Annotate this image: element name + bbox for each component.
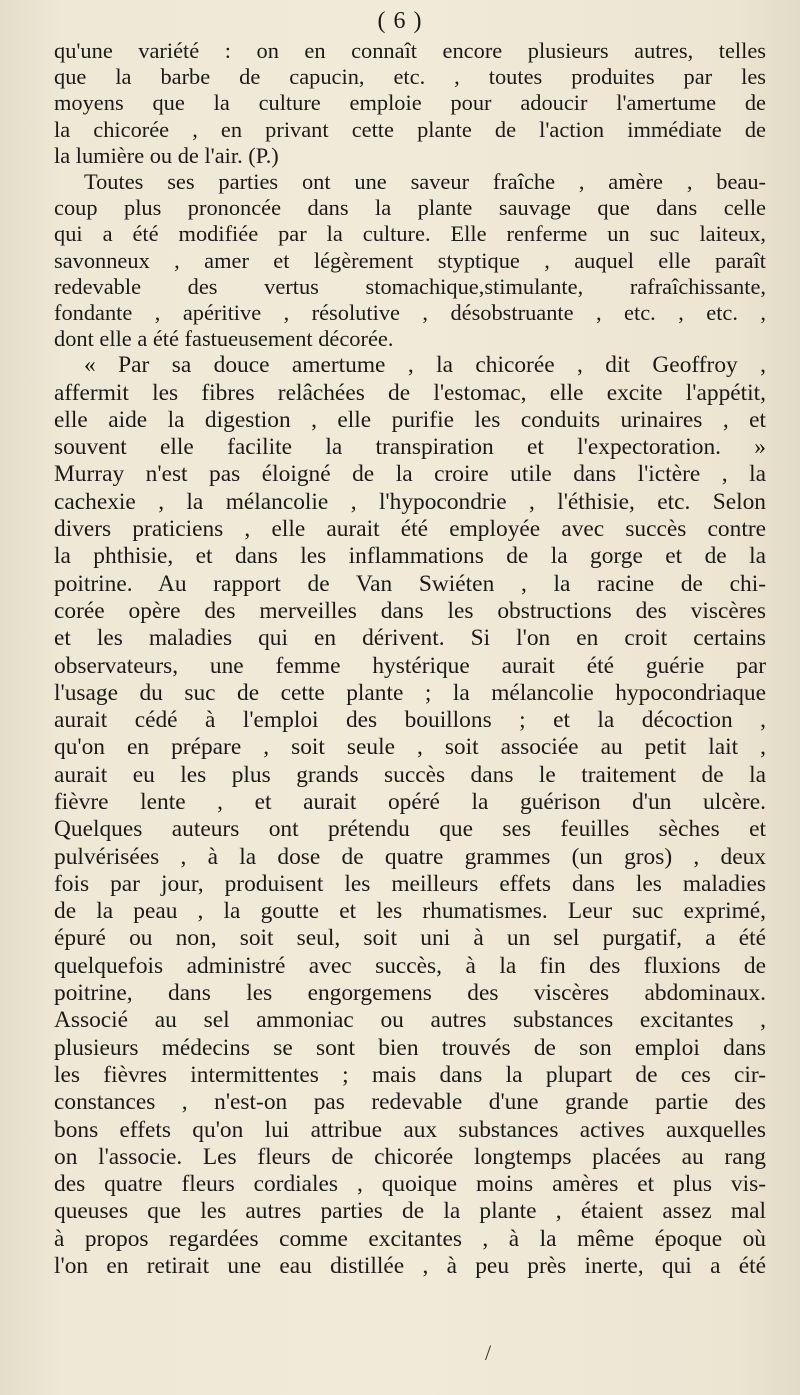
text-line: Toutes ses parties ont une saveur fraîche , amère , beau- [84, 168, 766, 194]
text-line: fièvre lente , et aurait opéré la guérison d'un ulcère. [54, 789, 766, 815]
text-line: coup plus prononcée dans la plante sauvage que dans celle [54, 195, 766, 221]
text-line: Murray n'est pas éloigné de la croire utile dans l'ictère , la [54, 461, 766, 488]
text-line: la chicorée , en privant cette plante de l'action immédiate de [54, 116, 766, 142]
text-line: divers praticiens , elle aurait été employée avec succès contre [54, 516, 766, 543]
text-line: fondante , apéritive , résolutive , désobstruante , etc. , etc. , [54, 299, 766, 325]
text-line: et les maladies qui en dérivent. Si l'on en croit certains [54, 625, 766, 652]
text-line: savonneux , amer et légèrement styptique , auquel elle paraît [54, 247, 766, 273]
text-line: observateurs, une femme hystérique aurait été guérie par [54, 652, 766, 679]
text-line: épuré ou non, soit seul, soit uni à un sel purgatif, a été [54, 925, 766, 952]
text-line: à propos regardées comme excitantes , à la même époque où [54, 1225, 766, 1252]
text-line: moyens que la culture emploie pour adoucir l'amertume de [54, 90, 766, 116]
text-line: que la barbe de capucin, etc. , toutes produites par les [54, 64, 766, 90]
text-line: constances , n'est-on pas redevable d'une grande partie des [54, 1089, 766, 1116]
text-line: queuses que les autres parties de la plante , étaient assez mal [54, 1198, 766, 1225]
text-line: la lumière ou de l'air. (P.) [54, 142, 279, 168]
text-line: on l'associe. Les fleurs de chicorée longtemps placées au rang [54, 1143, 766, 1170]
footer-mark: / [485, 1340, 492, 1365]
body-text [54, 38, 766, 1280]
text-line: poitrine, dans les engorgemens des viscères abdominaux. [54, 980, 766, 1007]
text-line: affermit les fibres relâchées de l'estomac, elle excite l'appétit, [54, 379, 766, 406]
text-line: qu'on en prépare , soit seule , soit associée au petit lait , [54, 734, 766, 761]
text-line: Associé au sel ammoniac ou autres substances excitantes , [54, 1007, 766, 1034]
text-line: corée opère des merveilles dans les obstructions des viscères [54, 597, 766, 624]
text-line: plusieurs médecins se sont bien trouvés de son emploi dans [54, 1034, 766, 1061]
text-line: elle aide la digestion , elle purifie les conduits urinaires , et [54, 406, 766, 433]
text-line: des quatre fleurs cordiales , quoique moins amères et plus vis- [54, 1171, 766, 1198]
text-line: quelquefois administré avec succès, à la fin des fluxions de [54, 952, 766, 979]
text-line: pulvérisées , à la dose de quatre grammes (un gros) , deux [54, 843, 766, 870]
text-line: la phthisie, et dans les inflammations de la gorge et de la [54, 543, 766, 570]
text-line: l'usage du suc de cette plante ; la mélancolie hypocondriaque [54, 679, 766, 706]
text-line: qui a été modifiée par la culture. Elle renferme un suc laiteux, [54, 221, 766, 247]
text-line: dont elle a été fastueusement décorée. [54, 326, 394, 352]
text-line: souvent elle facilite la transpiration et l'expectoration. » [54, 434, 766, 461]
text-line: aurait eu les plus grands succès dans le traitement de la [54, 761, 766, 788]
text-line: aurait cédé à l'emploi des bouillons ; et la décoction , [54, 707, 766, 734]
text-line: fois par jour, produisent les meilleurs effets dans les maladies [54, 870, 766, 897]
text-line: de la peau , la goutte et les rhumatismes. Leur suc exprimé, [54, 898, 766, 925]
text-line: Quelques auteurs ont prétendu que ses feuilles sèches et [54, 816, 766, 843]
text-line: cachexie , la mélancolie , l'hypocondrie , l'éthisie, etc. Selon [54, 488, 766, 515]
text-line: bons effets qu'on lui attribue aux substances actives auxquelles [54, 1116, 766, 1143]
text-line: les fièvres intermittentes ; mais dans la plupart de ces cir- [54, 1061, 766, 1088]
text-line: poitrine. Au rapport de Van Swiéten , la racine de chi- [54, 570, 766, 597]
text-line: qu'une variété : on en connaît encore plusieurs autres, telles [54, 38, 766, 63]
text-line: l'on en retirait une eau distillée , à peu près inerte, qui a été [54, 1253, 766, 1280]
text-line: « Par sa douce amertume , la chicorée , dit Geoffroy , [84, 352, 766, 379]
text-line: redevable des vertus stomachique,stimulante, rafraîchissante, [54, 273, 766, 299]
page-number: ( 6 ) [377, 8, 423, 34]
